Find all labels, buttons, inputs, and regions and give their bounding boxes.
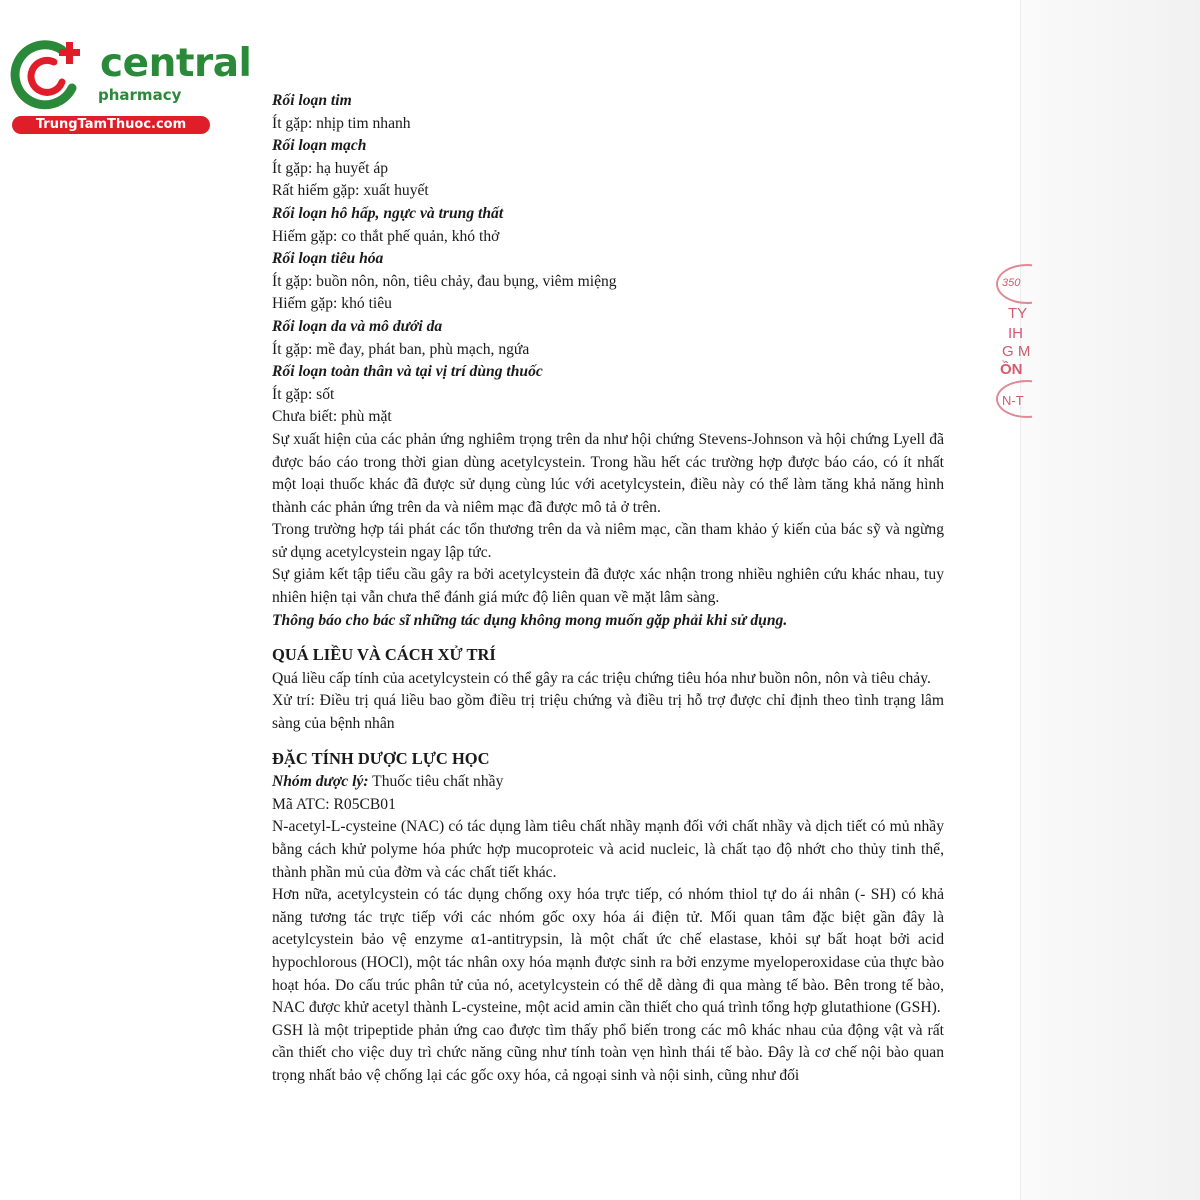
logo-subtitle: pharmacy	[98, 86, 182, 104]
paragraph: Hơn nữa, acetylcystein có tác dụng chống oxy hóa trực tiếp, có nhóm thiol tự do ái nhân (- SH) có khả năng tương tác trực tiếp với các nhóm gốc oxy hóa ái điện tử. Mối quan tâm đặc biệt gần đây là acetylcystein bảo vệ enzyme α1-antitrypsin, là một chất ức chế elastase, khỏi sự bất hoạt bởi acid hypochlorous (HOCl), một tác nhân oxy hóa mạnh được sinh ra bởi enzyme myeloperoxidase của thực bào hoạt hóa. Do cấu trúc phân tử của nó, acetylcystein có thể dễ dàng đi qua màng tế bào. Bên trong tế bào, NAC được khử acetyl thành L-cysteine, một acid amin cần thiết cho quá trình tổng hợp glutathione (GSH).	[272, 886, 944, 1017]
paragraph: GSH là một tripeptide phản ứng cao được tìm thấy phổ biến trong các mô khác nhau của động vật và rất cần thiết cho việc duy trì chức năng cũng như tính toàn vẹn hình thái tế bào. Đây là cơ chế nội bào quan trọng nhất bảo vệ chống lại các gốc oxy hóa, cả ngoại sinh và nội sinh, cũng như đối	[272, 1021, 944, 1084]
text-line: Hiếm gặp: khó tiêu	[272, 295, 392, 313]
text-line: Ít gặp: mề đay, phát ban, phù mạch, ngứa	[272, 340, 530, 358]
stamp-text: ỒN	[1000, 361, 1023, 378]
subsection-heading: Rối loạn toàn thân và tại vị trí dùng thuốc	[272, 363, 543, 381]
section-heading: QUÁ LIỀU VÀ CÁCH XỬ TRÍ	[272, 645, 496, 665]
stamp-text: IH	[1008, 325, 1023, 342]
subsection-heading: Rối loạn tiêu hóa	[272, 250, 384, 268]
text-line: Hiếm gặp: co thắt phế quản, khó thở	[272, 227, 500, 245]
pharmacy-cross-icon	[10, 36, 98, 116]
labeled-line	[272, 771, 944, 794]
stamp-text: N-T	[1002, 393, 1024, 408]
text-line: Rất hiếm gặp: xuất huyết	[272, 182, 429, 200]
paragraph: Sự xuất hiện của các phản ứng nghiêm trọng trên da như hội chứng Stevens-Johnson và hội chứng Lyell đã được báo cáo trong thời gian dùng acetylcystein. Trong hầu hết các trường hợp được báo cáo, có ít nhất một loại thuốc khác đã được sử dụng cùng lúc với acetylcystein, điều này có thể làm tăng khả năng hình thành các phản ứng trên da và niêm mạc đã được mô tả ở trên.	[272, 430, 944, 516]
section-heading: ĐẶC TÍNH DƯỢC LỰC HỌC	[272, 748, 490, 768]
paragraph: Trong trường hợp tái phát các tổn thương trên da và niêm mạc, cần tham khảo ý kiến của bác sỹ và ngừng sử dụng acetylcystein ngay lập tức.	[272, 521, 944, 561]
stamp-text: 350	[1002, 277, 1021, 289]
line-value: Thuốc tiêu chất nhầy	[368, 773, 504, 791]
paragraph: Xử trí: Điều trị quá liều bao gồm điều trị triệu chứng và điều trị hỗ trợ được chỉ định theo tình trạng lâm sàng của bệnh nhân	[272, 692, 944, 733]
paragraph: N-acetyl-L-cysteine (NAC) có tác dụng làm tiêu chất nhầy mạnh đối với chất nhầy và dịch tiết có mủ nhầy bằng cách khử polyme hóa phức hợp mucoproteic và acid nucleic, là chất tạo độ nhớt cho thủy tinh thể, thành phần mủ của đờm và các chất tiết khác.	[272, 818, 944, 881]
logo-url-badge: TrungTamThuoc.com	[12, 116, 210, 134]
text-line: Ít gặp: nhịp tim nhanh	[272, 114, 411, 132]
stamp-text: TY	[1008, 305, 1028, 322]
subsection-heading: Rối loạn hô hấp, ngực và trung thất	[272, 204, 504, 222]
stamp-text: G M	[1002, 343, 1031, 360]
logo-name: central	[100, 41, 252, 86]
paragraph: Quá liều cấp tính của acetylcystein có thể gây ra các triệu chứng tiêu hóa như buồn nôn, nôn và tiêu chảy.	[272, 669, 931, 687]
subsection-heading: Rối loạn mạch	[272, 137, 367, 155]
page-edge-shadow	[1020, 0, 1200, 1200]
document-body	[272, 90, 944, 1088]
red-stamp-fragment	[992, 262, 1032, 422]
text-line: Ít gặp: hạ huyết áp	[272, 159, 389, 177]
subsection-heading: Rối loạn da và mô dưới da	[272, 317, 443, 335]
central-pharmacy-logo[interactable]	[10, 36, 252, 136]
paragraph: Sự giảm kết tập tiểu cầu gây ra bởi acetylcystein đã được xác nhận trong nhiều nghiên cứu khác nhau, tuy nhiên hiện tại vẫn chưa thể đánh giá mức độ liên quan về mặt lâm sàng.	[272, 566, 944, 607]
text-line: Mã ATC: R05CB01	[272, 795, 396, 813]
line-label: Nhóm dược lý:	[272, 773, 369, 791]
subsection-heading: Rối loạn tim	[272, 92, 352, 109]
notice-text: Thông báo cho bác sĩ những tác dụng không mong muốn gặp phải khi sử dụng.	[272, 611, 788, 629]
text-line: Ít gặp: sốt	[272, 385, 335, 403]
text-line: Ít gặp: buồn nôn, nôn, tiêu chảy, đau bụng, viêm miệng	[272, 272, 617, 290]
text-line: Chưa biết: phù mặt	[272, 408, 392, 426]
